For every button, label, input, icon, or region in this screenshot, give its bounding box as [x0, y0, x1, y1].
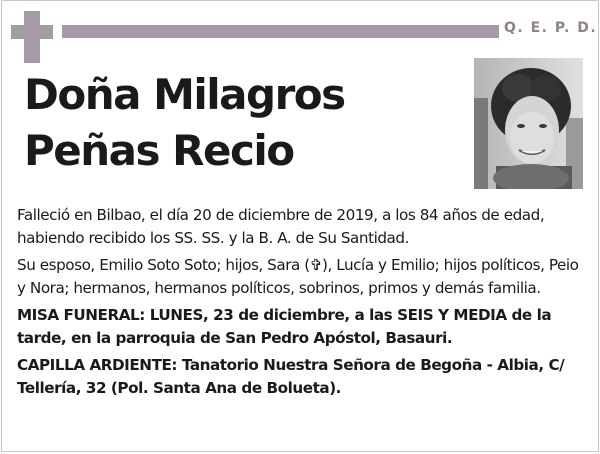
obituary-body: [17, 204, 587, 404]
funeral-mass-paragraph: MISA FUNERAL: LUNES, 23 de diciembre, a las SEIS Y MEDIA de la tarde, en la parroquia de San Pedro Apóstol, Basauri.: [17, 306, 552, 347]
name-line-1: Doña Milagros: [24, 70, 345, 119]
family-paragraph: Su esposo, Emilio Soto Soto; hijos, Sara (✞), Lucía y Emilio; hijos políticos, Peio y Nora; hermanos, hermanos políticos, sobrinos, primos y demás familia.: [17, 256, 579, 297]
cross-icon-crossbar: [11, 25, 53, 39]
death-notice-paragraph: Falleció en Bilbao, el día 20 de diciembre de 2019, a los 84 años de edad, habiendo recibido los SS. SS. y la B. A. de Su Santidad.: [17, 206, 545, 247]
name-line-2: Peñas Recio: [24, 126, 294, 175]
portrait-photo: [474, 58, 583, 189]
obituary-card: [1, 0, 599, 452]
qepd-label: Q. E. P. D.: [504, 20, 598, 36]
chapel-paragraph: CAPILLA ARDIENTE: Tanatorio Nuestra Señora de Begoña - Albia, C/ Tellería, 32 (Pol. Santa Ana de Bolueta).: [17, 356, 565, 397]
header-rule: [62, 25, 499, 38]
portrait-image: [474, 58, 583, 189]
deceased-name: [24, 67, 345, 179]
